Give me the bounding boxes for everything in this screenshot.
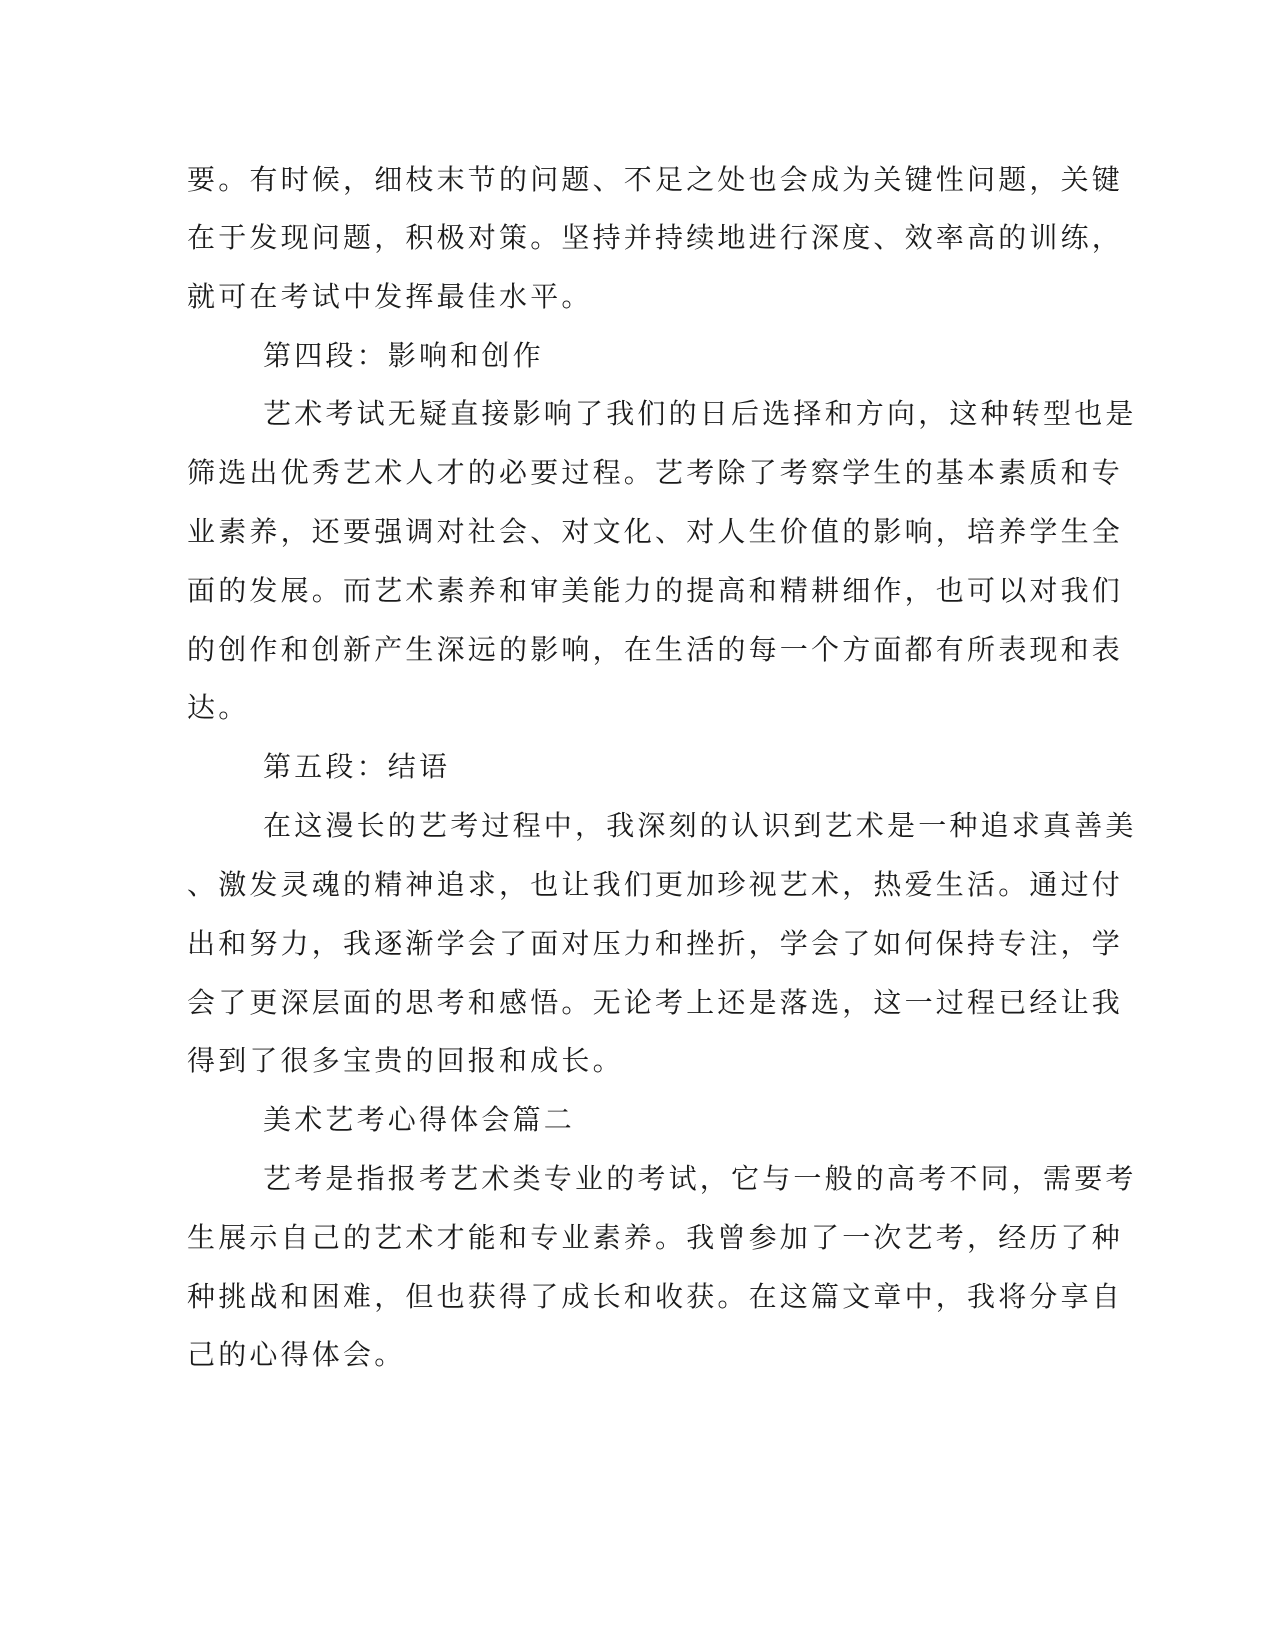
text-line: 在于发现问题，积极对策。坚持并持续地进行深度、效率高的训练， — [187, 221, 1124, 254]
text-line: 艺术考试无疑直接影响了我们的日后选择和方向，这种转型也是 — [263, 397, 1137, 430]
section-heading: 第五段：结语 — [263, 750, 451, 783]
text-line: 达。 — [187, 691, 250, 724]
text-line: 面的发展。而艺术素养和审美能力的提高和精耕细作，也可以对我们 — [187, 574, 1124, 607]
text-line: 要。有时候，细枝末节的问题、不足之处也会成为关键性问题，关键 — [187, 163, 1124, 196]
text-line: 己的心得体会。 — [187, 1338, 406, 1371]
text-line: 、激发灵魂的精神追求，也让我们更加珍视艺术，热爱生活。通过付 — [187, 868, 1124, 901]
text-line: 会了更深层面的思考和感悟。无论考上还是落选，这一过程已经让我 — [187, 986, 1124, 1019]
text-line: 业素养，还要强调对社会、对文化、对人生价值的影响，培养学生全 — [187, 515, 1124, 548]
section-heading: 第四段：影响和创作 — [263, 339, 544, 372]
text-line: 就可在考试中发挥最佳水平。 — [187, 280, 593, 313]
text-line: 生展示自己的艺术才能和专业素养。我曾参加了一次艺考，经历了种 — [187, 1221, 1124, 1254]
text-line: 得到了很多宝贵的回报和成长。 — [187, 1044, 624, 1077]
text-line: 筛选出优秀艺术人才的必要过程。艺考除了考察学生的基本素质和专 — [187, 456, 1124, 489]
text-line: 出和努力，我逐渐学会了面对压力和挫折，学会了如何保持专注，学 — [187, 927, 1124, 960]
text-line: 种挑战和困难，但也获得了成长和收获。在这篇文章中，我将分享自 — [187, 1280, 1124, 1313]
text-line: 的创作和创新产生深远的影响，在生活的每一个方面都有所表现和表 — [187, 633, 1124, 666]
text-line: 在这漫长的艺考过程中，我深刻的认识到艺术是一种追求真善美 — [263, 809, 1137, 842]
article-title: 美术艺考心得体会篇二 — [263, 1103, 576, 1136]
text-line: 艺考是指报考艺术类专业的考试，它与一般的高考不同，需要考 — [263, 1162, 1137, 1195]
